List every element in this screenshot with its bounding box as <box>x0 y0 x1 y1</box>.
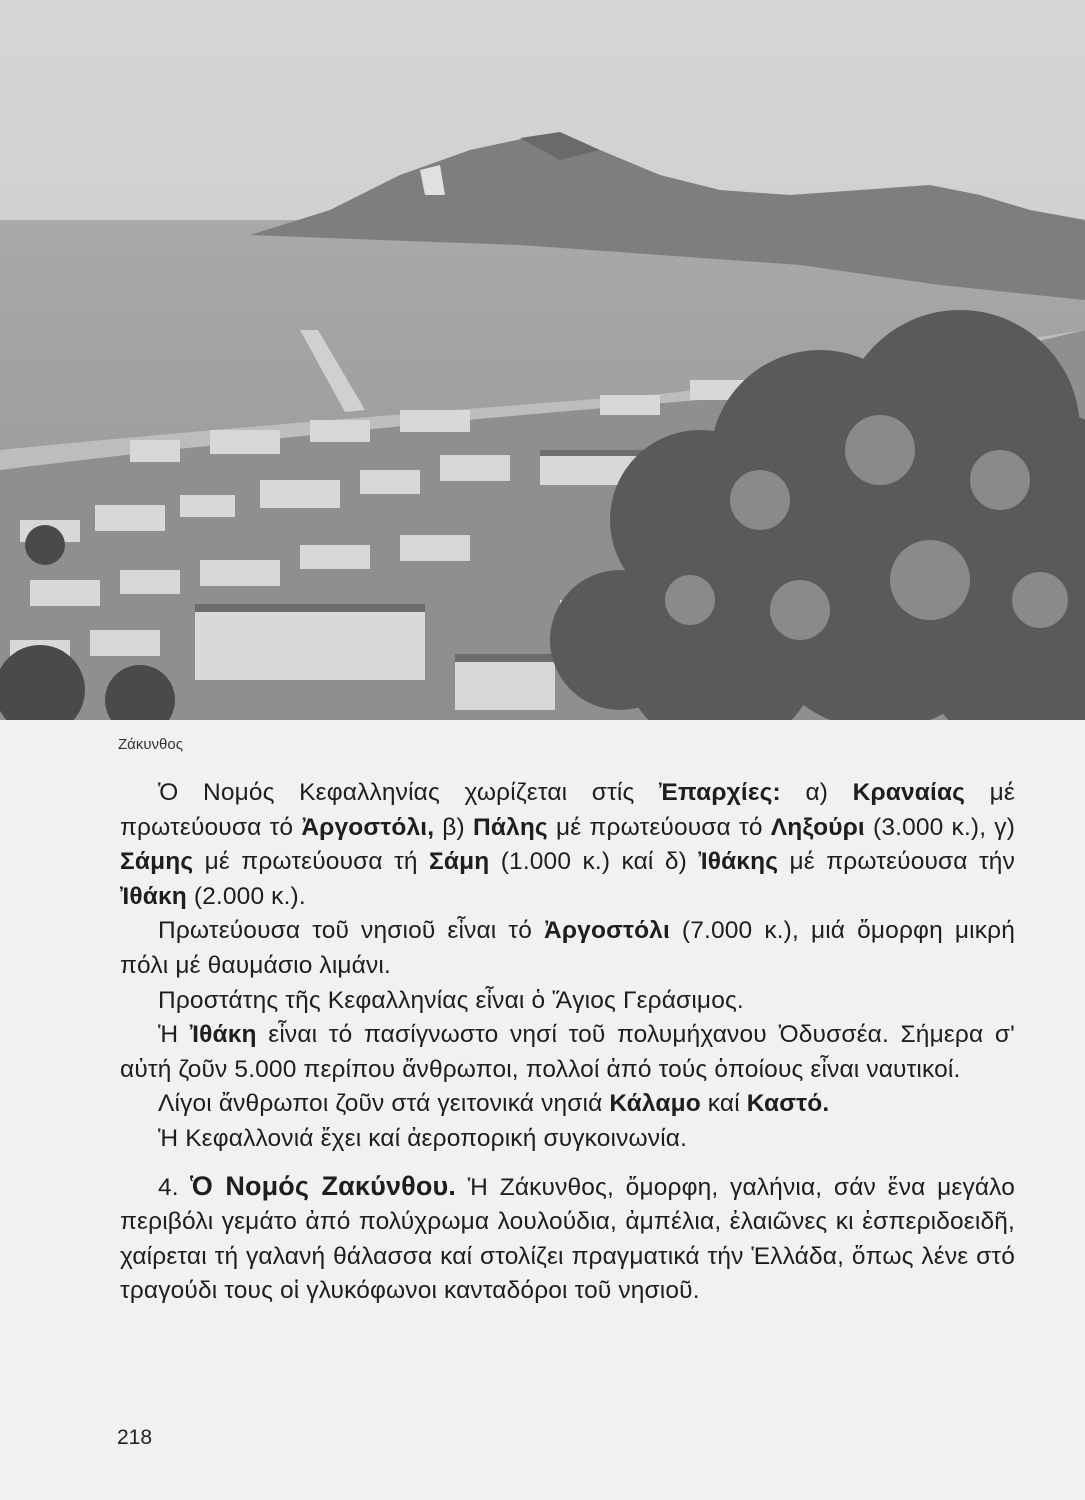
bold-term: Ληξούρι <box>770 813 865 841</box>
photo-caption: Ζάκυνθος <box>118 736 183 753</box>
paragraph-air-travel <box>120 1122 1015 1157</box>
bold-term: Κραναίας <box>852 779 966 806</box>
text-run: Ὁ Νομός Κεφαλληνίας χωρίζεται στίς <box>158 779 660 806</box>
text-run: μέ πρωτεύουσα τό <box>120 779 1015 841</box>
bold-term: Καστό. <box>746 1090 830 1118</box>
paragraph-patron-saint <box>120 984 1015 1019</box>
zakynthos-photo <box>0 0 1085 720</box>
bold-term: Σάμη <box>429 848 490 876</box>
text-run: Προστάτης τῆς Κεφαλληνίας εἶναι ὁ Ἅγιος Γεράσιμος. <box>158 986 744 1014</box>
text-run: εἶναι τό πασίγνωστο νησί τοῦ πολυμήχανου Ὀδυσσέα. Σήμερα σ' αὐτή ζοῦν 5.000 περίπου ἄνθρωποι, πολλοί ἀπό τούς ὁποίους εἶναι ναυτικοί. <box>120 1021 1015 1083</box>
bold-term: Ἀργοστόλι <box>544 917 670 945</box>
bold-term: Ἰθάκη <box>189 1021 257 1049</box>
text-run: α) <box>780 779 853 806</box>
text-run: (7.000 κ.), μιά ὄμορφη μικρή πόλι μέ θαυμάσιο λιμάνι. <box>120 917 1015 979</box>
bold-term: Κάλαμο <box>609 1090 701 1118</box>
text-run: Πρωτεύουσα τοῦ νησιοῦ εἶναι τό <box>158 917 545 945</box>
text-run: (1.000 κ.) καί δ) <box>489 848 699 876</box>
paragraph-argostoli <box>120 914 1015 983</box>
text-run: μέ πρωτεύουσα τό <box>547 813 771 841</box>
bold-term: Ὁ Νομός Ζακύνθου. <box>190 1170 457 1201</box>
text-run: Ἡ <box>158 1021 190 1049</box>
text-run: καί <box>700 1090 747 1118</box>
text-run: Λίγοι ἄνθρωποι ζοῦν στά γειτονικά νησιά <box>158 1090 610 1118</box>
bold-term: Ἐπαρχίες: <box>659 779 781 806</box>
paragraph-kalamos-kastos <box>120 1087 1015 1122</box>
page-number: 218 <box>117 1426 153 1449</box>
paragraph-ithaca <box>120 1018 1015 1087</box>
paragraph-kefalonia-provinces <box>120 776 1015 914</box>
bold-term: Ἰθάκης <box>698 848 779 876</box>
zakynthos-photo-illustration <box>0 0 1085 720</box>
text-run: β) <box>434 813 473 841</box>
text-run: Ἡ Κεφαλλονιά ἔχει καί ἀεροπορική συγκοινωνία. <box>158 1124 688 1152</box>
bold-term: Σάμης <box>120 848 194 876</box>
text-run: (3.000 κ.), γ) <box>864 813 1016 841</box>
paragraph-zakynthos-prefecture <box>120 1169 1015 1309</box>
bold-term: Ἀργοστόλι, <box>301 813 435 841</box>
text-run: (2.000 κ.). <box>186 882 306 910</box>
body-text <box>120 776 1015 1309</box>
text-run: μέ πρωτεύουσα τή <box>193 848 430 876</box>
text-run: Ἡ Ζάκυνθος, ὄμορφη, γαλήνια, σάν ἕνα μεγάλο περιβόλι γεμάτο ἀπό πολύχρωμα λουλούδια, ἀμπέλια, ἐλαιῶνες κι ἑσπεριδοειδῆ, χαίρεται τή γαλανή θάλασσα καί στολίζει πραγματικά τήν Ἑλλάδα, ὅπως λένε στό τραγούδι τους οἱ γλυκόφωνοι κανταδόροι τοῦ νησιοῦ. <box>120 1173 1015 1305</box>
bold-term: Πάλης <box>472 813 548 841</box>
bold-term: Ἰθάκη <box>120 882 187 910</box>
text-run: 4. <box>158 1173 191 1201</box>
text-run: μέ πρωτεύουσα τήν <box>778 848 1015 876</box>
